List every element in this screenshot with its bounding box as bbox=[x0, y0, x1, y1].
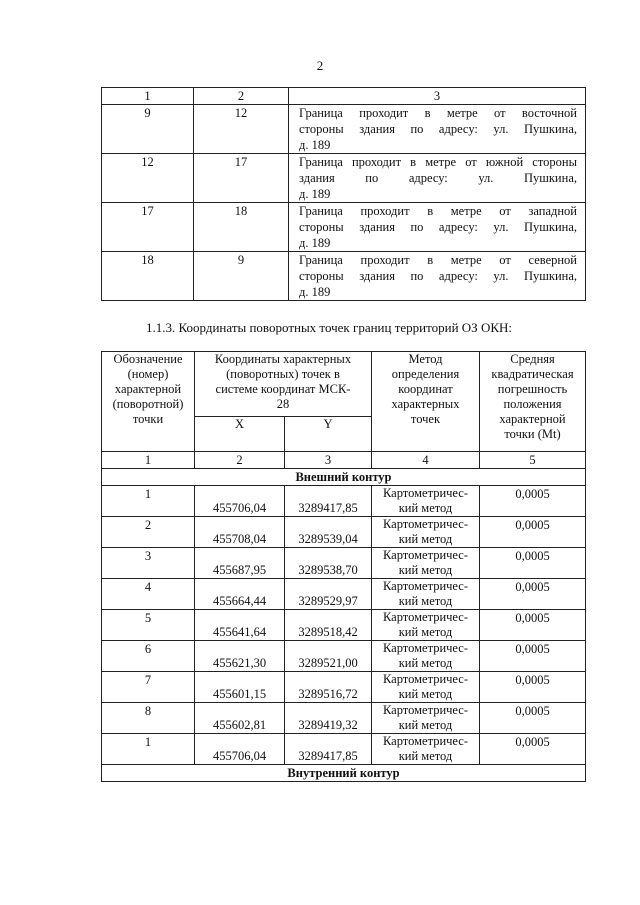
header-coordinates: Координаты характерных (поворотных) точек в системе координат МСК- 28 bbox=[195, 352, 372, 417]
column-number: 5 bbox=[480, 452, 586, 469]
method-line: кий метод bbox=[398, 687, 453, 701]
table-row bbox=[102, 154, 586, 203]
outer-contour-label: Внешний контур bbox=[102, 469, 586, 486]
point-number: 2 bbox=[102, 517, 195, 548]
y-coordinate: 3289538,70 bbox=[285, 548, 372, 579]
table-row bbox=[102, 610, 586, 641]
header-mean-error: Средняя квадратическая погрешность положения характерной точки (Mt) bbox=[480, 352, 586, 452]
header-point-designation: Обозначение (номер) характерной (поворотной) точки bbox=[102, 352, 195, 452]
description-line: здания по адресу: ул. Пушкина, bbox=[299, 171, 577, 185]
method bbox=[372, 486, 480, 517]
from-point: 18 bbox=[102, 252, 194, 301]
method bbox=[372, 734, 480, 765]
method-line: Картометричес- bbox=[383, 548, 468, 562]
x-coordinate: 455601,15 bbox=[195, 672, 285, 703]
table-row bbox=[102, 486, 586, 517]
coordinates-table bbox=[101, 351, 586, 782]
header-y: Y bbox=[285, 417, 372, 452]
table-row bbox=[102, 105, 586, 154]
point-number: 1 bbox=[102, 734, 195, 765]
description-line: стороны здания по адресу: ул. Пушкина, bbox=[299, 220, 577, 234]
boundary-description-table bbox=[101, 87, 586, 301]
table-row bbox=[102, 703, 586, 734]
section-row bbox=[102, 765, 586, 782]
method bbox=[372, 610, 480, 641]
column-numbers-row bbox=[102, 452, 586, 469]
description-line: стороны здания по адресу: ул. Пушкина, bbox=[299, 269, 577, 283]
method bbox=[372, 641, 480, 672]
to-point: 17 bbox=[194, 154, 289, 203]
table-row bbox=[102, 579, 586, 610]
from-point: 17 bbox=[102, 203, 194, 252]
point-number: 7 bbox=[102, 672, 195, 703]
x-coordinate: 455706,04 bbox=[195, 734, 285, 765]
boundary-description bbox=[289, 105, 586, 154]
description-line: д. 189 bbox=[299, 138, 331, 152]
x-coordinate: 455708,04 bbox=[195, 517, 285, 548]
column-number: 2 bbox=[194, 88, 289, 105]
point-number: 8 bbox=[102, 703, 195, 734]
to-point: 12 bbox=[194, 105, 289, 154]
to-point: 9 bbox=[194, 252, 289, 301]
description-line: д. 189 bbox=[299, 285, 331, 299]
section-row bbox=[102, 469, 586, 486]
method-line: Картометричес- bbox=[383, 641, 468, 655]
column-number: 3 bbox=[285, 452, 372, 469]
x-coordinate: 455602,81 bbox=[195, 703, 285, 734]
method bbox=[372, 548, 480, 579]
y-coordinate: 3289516,72 bbox=[285, 672, 372, 703]
x-coordinate: 455641,64 bbox=[195, 610, 285, 641]
point-number: 3 bbox=[102, 548, 195, 579]
table-header-row bbox=[102, 88, 586, 105]
method bbox=[372, 703, 480, 734]
inner-contour-label: Внутренний контур bbox=[102, 765, 586, 782]
description-line: Граница проходит в метре от западной bbox=[299, 204, 577, 218]
description-line: Граница проходит в метре от южной стороны bbox=[299, 155, 577, 169]
x-coordinate: 455706,04 bbox=[195, 486, 285, 517]
method-line: Картометричес- bbox=[383, 703, 468, 717]
y-coordinate: 3289539,04 bbox=[285, 517, 372, 548]
method-line: Картометричес- bbox=[383, 672, 468, 686]
method-line: Картометричес- bbox=[383, 579, 468, 593]
page-number: 2 bbox=[316, 58, 324, 73]
table-row bbox=[102, 672, 586, 703]
column-number: 1 bbox=[102, 452, 195, 469]
header-method: Метод определения координат характерных точек bbox=[372, 352, 480, 452]
method-line: кий метод bbox=[398, 749, 453, 763]
point-number: 5 bbox=[102, 610, 195, 641]
point-number: 4 bbox=[102, 579, 195, 610]
table-row bbox=[102, 252, 586, 301]
boundary-description bbox=[289, 154, 586, 203]
section-heading: 1.1.3. Координаты поворотных точек границ территорий ОЗ ОКН: bbox=[146, 320, 512, 335]
y-coordinate: 3289419,32 bbox=[285, 703, 372, 734]
boundary-description bbox=[289, 252, 586, 301]
y-coordinate: 3289518,42 bbox=[285, 610, 372, 641]
description-line: д. 189 bbox=[299, 236, 331, 250]
mean-error: 0,0005 bbox=[480, 486, 586, 517]
y-coordinate: 3289417,85 bbox=[285, 486, 372, 517]
column-number: 4 bbox=[372, 452, 480, 469]
y-coordinate: 3289529,97 bbox=[285, 579, 372, 610]
column-number: 2 bbox=[195, 452, 285, 469]
mean-error: 0,0005 bbox=[480, 672, 586, 703]
method bbox=[372, 579, 480, 610]
column-number: 3 bbox=[289, 88, 586, 105]
header-x: X bbox=[195, 417, 285, 452]
method-line: Картометричес- bbox=[383, 734, 468, 748]
description-line: стороны здания по адресу: ул. Пушкина, bbox=[299, 122, 577, 136]
from-point: 9 bbox=[102, 105, 194, 154]
mean-error: 0,0005 bbox=[480, 641, 586, 672]
boundary-description bbox=[289, 203, 586, 252]
coordinate-rows bbox=[102, 486, 586, 765]
method-line: Картометричес- bbox=[383, 517, 468, 531]
method-line: кий метод bbox=[398, 532, 453, 546]
method bbox=[372, 672, 480, 703]
method bbox=[372, 517, 480, 548]
method-line: Картометричес- bbox=[383, 610, 468, 624]
table-header-row bbox=[102, 352, 586, 417]
method-line: Картометричес- bbox=[383, 486, 468, 500]
y-coordinate: 3289417,85 bbox=[285, 734, 372, 765]
description-line: Граница проходит в метре от восточной bbox=[299, 106, 577, 120]
mean-error: 0,0005 bbox=[480, 517, 586, 548]
table-row bbox=[102, 641, 586, 672]
point-number: 6 bbox=[102, 641, 195, 672]
method-line: кий метод bbox=[398, 563, 453, 577]
mean-error: 0,0005 bbox=[480, 610, 586, 641]
x-coordinate: 455621,30 bbox=[195, 641, 285, 672]
to-point: 18 bbox=[194, 203, 289, 252]
description-line: д. 189 bbox=[299, 187, 331, 201]
table-row bbox=[102, 517, 586, 548]
mean-error: 0,0005 bbox=[480, 734, 586, 765]
method-line: кий метод bbox=[398, 718, 453, 732]
from-point: 12 bbox=[102, 154, 194, 203]
description-line: Граница проходит в метре от северной bbox=[299, 253, 577, 267]
method-line: кий метод bbox=[398, 625, 453, 639]
column-number: 1 bbox=[102, 88, 194, 105]
method-line: кий метод bbox=[398, 594, 453, 608]
table-row bbox=[102, 734, 586, 765]
mean-error: 0,0005 bbox=[480, 703, 586, 734]
table-row bbox=[102, 203, 586, 252]
mean-error: 0,0005 bbox=[480, 579, 586, 610]
table-row bbox=[102, 548, 586, 579]
method-line: кий метод bbox=[398, 656, 453, 670]
method-line: кий метод bbox=[398, 501, 453, 515]
mean-error: 0,0005 bbox=[480, 548, 586, 579]
point-number: 1 bbox=[102, 486, 195, 517]
x-coordinate: 455687,95 bbox=[195, 548, 285, 579]
x-coordinate: 455664,44 bbox=[195, 579, 285, 610]
y-coordinate: 3289521,00 bbox=[285, 641, 372, 672]
